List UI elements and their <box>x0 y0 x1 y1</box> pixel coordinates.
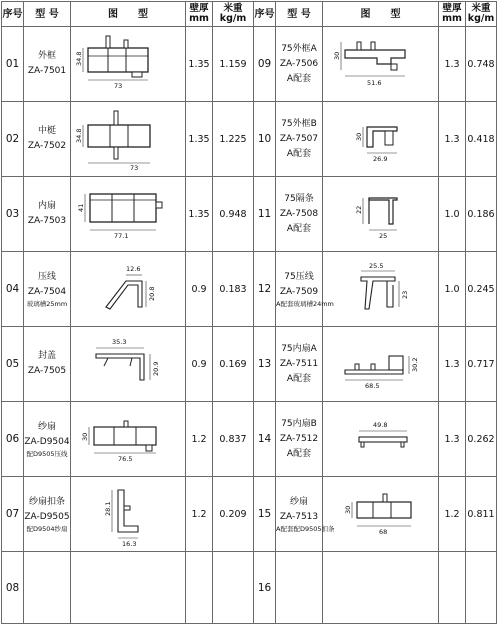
left-item-model <box>24 552 71 624</box>
table-row <box>2 177 497 252</box>
left-item-thickness <box>186 552 213 624</box>
header-figure: 图 型 <box>323 2 439 27</box>
left-item-weight: 0.948 <box>213 177 254 252</box>
left-item-no: 02 <box>2 102 24 177</box>
right-item-weight: 0.748 <box>466 27 497 102</box>
table-row <box>2 552 497 624</box>
left-item-thickness: 0.9 <box>186 252 213 327</box>
dimension-label: 77.1 <box>114 232 129 240</box>
header-no: 序号 <box>254 2 276 27</box>
right-item-thickness <box>439 552 466 624</box>
profile-drawing <box>323 552 439 624</box>
right-item-thickness: 1.2 <box>439 477 466 552</box>
right-item-weight: 0.811 <box>466 477 497 552</box>
left-item-weight: 0.837 <box>213 402 254 477</box>
left-item-model: 中梃 ZA-7502 <box>24 102 71 177</box>
right-item-thickness: 1.0 <box>439 177 466 252</box>
profile-drawing <box>323 27 439 102</box>
table-row <box>2 327 497 402</box>
right-item-no: 16 <box>254 552 276 624</box>
left-item-no: 07 <box>2 477 24 552</box>
header-figure: 图 型 <box>71 2 186 27</box>
right-item-weight: 0.418 <box>466 102 497 177</box>
right-item-thickness: 1.0 <box>439 252 466 327</box>
dimension-label: 30 <box>81 432 89 441</box>
right-item-weight: 0.262 <box>466 402 497 477</box>
right-item-no: 15 <box>254 477 276 552</box>
profile-drawing <box>323 327 439 402</box>
dimension-label: 25 <box>378 232 387 240</box>
dimension-label: 73 <box>130 164 139 172</box>
table-row <box>2 477 497 552</box>
dimension-label: 34.8 <box>75 51 83 66</box>
right-item-model: 75内扇A ZA-7511 A配套 <box>276 327 323 402</box>
profile-drawing <box>71 327 186 402</box>
right-item-model: 75内扇B ZA-7512 A配套 <box>276 402 323 477</box>
right-item-model <box>276 552 323 624</box>
header-thickness: 壁厚 mm <box>186 2 213 27</box>
dimension-label: 30 <box>343 505 352 514</box>
dimension-label: 41 <box>77 203 85 212</box>
left-item-thickness: 1.35 <box>186 27 213 102</box>
left-item-no: 04 <box>2 252 24 327</box>
right-item-model: 75隔条 ZA-7508 A配套 <box>276 177 323 252</box>
right-item-weight: 0.245 <box>466 252 497 327</box>
right-item-model: 纱扇 ZA-7513 A配套配D9505扣条 <box>276 477 323 552</box>
left-item-weight <box>213 552 254 624</box>
right-item-weight: 0.186 <box>466 177 497 252</box>
profile-drawing <box>71 552 186 624</box>
profile-drawing <box>323 252 439 327</box>
right-item-thickness: 1.3 <box>439 402 466 477</box>
left-item-thickness: 1.35 <box>186 102 213 177</box>
dimension-label: 12.6 <box>126 265 141 273</box>
right-item-no: 14 <box>254 402 276 477</box>
table-row <box>2 402 497 477</box>
dimension-label: 68.5 <box>364 382 379 390</box>
right-item-weight: 0.717 <box>466 327 497 402</box>
header-thickness: 壁厚 mm <box>439 2 466 27</box>
left-item-weight: 0.169 <box>213 327 254 402</box>
right-item-weight <box>466 552 497 624</box>
dimension-label: 73 <box>114 82 123 90</box>
left-item-thickness: 1.2 <box>186 402 213 477</box>
profile-drawing <box>323 177 439 252</box>
profile-drawing <box>323 402 439 477</box>
right-item-no: 13 <box>254 327 276 402</box>
profile-drawing <box>71 102 186 177</box>
profile-drawing <box>71 402 186 477</box>
dimension-label: 26.9 <box>372 155 387 163</box>
dimension-label: 68 <box>378 528 387 536</box>
dimension-label: 76.5 <box>118 455 133 463</box>
dimension-label: 22 <box>354 205 363 214</box>
left-item-thickness: 1.2 <box>186 477 213 552</box>
header-no: 序号 <box>2 2 24 27</box>
left-item-no: 05 <box>2 327 24 402</box>
header-model: 型 号 <box>276 2 323 27</box>
profile-drawing <box>71 177 186 252</box>
table-row <box>2 252 497 327</box>
right-item-no: 12 <box>254 252 276 327</box>
table-row <box>2 102 497 177</box>
right-item-no: 11 <box>254 177 276 252</box>
right-item-thickness: 1.3 <box>439 327 466 402</box>
dimension-label: 49.8 <box>372 421 387 429</box>
left-item-model: 纱扇 ZA-D9504 配D9505压线 <box>24 402 71 477</box>
left-item-model: 纱扇扣条 ZA-D9505 配D9504纱扇 <box>24 477 71 552</box>
header-row <box>2 2 497 27</box>
left-item-thickness: 0.9 <box>186 327 213 402</box>
header-model: 型 号 <box>24 2 71 27</box>
dimension-label: 30 <box>332 51 341 60</box>
right-item-no: 10 <box>254 102 276 177</box>
dimension-label: 25.5 <box>368 262 383 270</box>
profile-drawing <box>71 477 186 552</box>
left-item-model: 外框 ZA-7501 <box>24 27 71 102</box>
left-item-model: 压线 ZA-7504 玻璃槽25mm <box>24 252 71 327</box>
right-item-no: 09 <box>254 27 276 102</box>
left-item-weight: 1.159 <box>213 27 254 102</box>
dimension-label: 23 <box>400 290 409 299</box>
dimension-label: 51.6 <box>366 79 381 87</box>
dimension-label: 16.3 <box>122 540 137 548</box>
left-item-model: 封盖 ZA-7505 <box>24 327 71 402</box>
left-item-thickness: 1.35 <box>186 177 213 252</box>
left-item-weight: 1.225 <box>213 102 254 177</box>
dimension-label: 30 <box>354 132 363 141</box>
header-weight: 米重 kg/m <box>213 2 254 27</box>
right-item-model: 75外框A ZA-7506 A配套 <box>276 27 323 102</box>
profile-drawing <box>71 252 186 327</box>
profile-drawing <box>323 102 439 177</box>
dimension-label: 34.8 <box>75 128 83 143</box>
profile-drawing <box>323 477 439 552</box>
left-item-model: 内扇 ZA-7503 <box>24 177 71 252</box>
left-item-weight: 0.209 <box>213 477 254 552</box>
dimension-label: 28.1 <box>104 501 112 516</box>
dimension-label: 30.2 <box>410 357 419 372</box>
left-item-no: 01 <box>2 27 24 102</box>
table-row <box>2 27 497 102</box>
profile-catalog-table <box>1 1 497 624</box>
header-weight: 米重 kg/m <box>466 2 497 27</box>
right-item-model: 75压线 ZA-7509 A配套玻璃槽24mm <box>276 252 323 327</box>
left-item-no: 08 <box>2 552 24 624</box>
left-item-weight: 0.183 <box>213 252 254 327</box>
left-item-no: 03 <box>2 177 24 252</box>
right-item-model: 75外框B ZA-7507 A配套 <box>276 102 323 177</box>
right-item-thickness: 1.3 <box>439 102 466 177</box>
dimension-label: 20.8 <box>148 286 156 301</box>
dimension-label: 35.3 <box>112 338 127 346</box>
left-item-no: 06 <box>2 402 24 477</box>
dimension-label: 20.9 <box>152 361 160 376</box>
right-item-thickness: 1.3 <box>439 27 466 102</box>
profile-drawing <box>71 27 186 102</box>
